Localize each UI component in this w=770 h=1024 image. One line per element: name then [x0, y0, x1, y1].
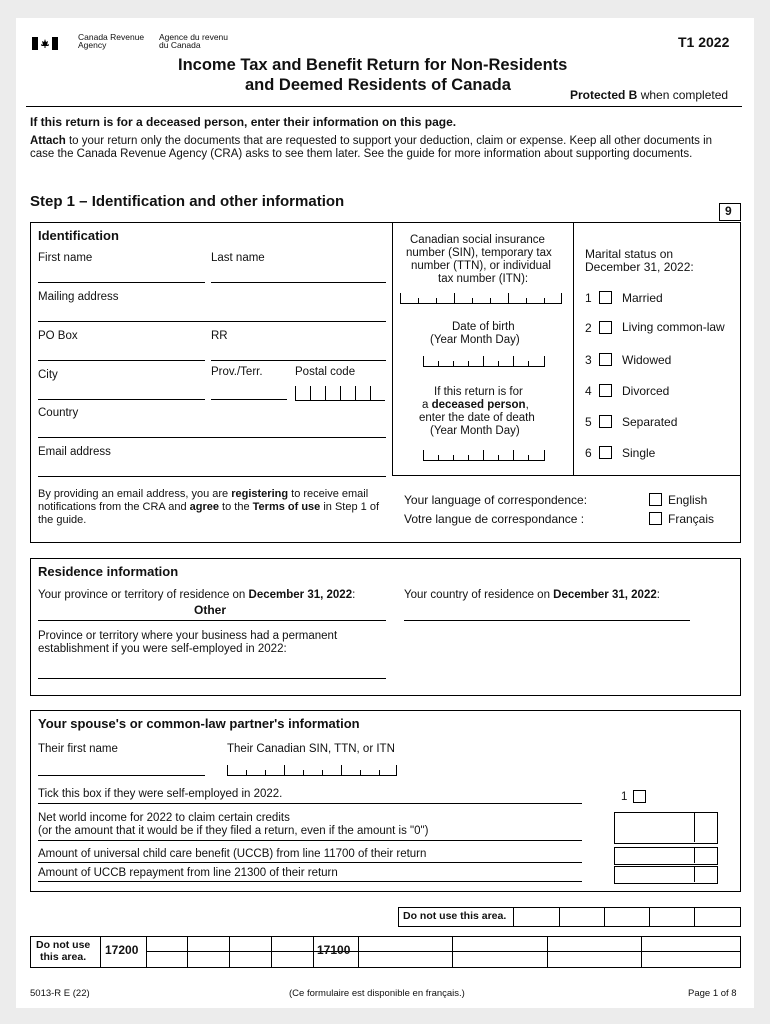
death-label-3: enter the date of death	[419, 412, 535, 424]
marital-label: Living common-law	[622, 320, 725, 334]
email-note-part4: in Step 1 of the guide.	[38, 501, 380, 526]
form-title-line1: Income Tax and Benefit Return for Non-Residents	[178, 56, 568, 74]
country-residence-date: December 31, 2022	[553, 589, 657, 601]
marital-num: 5	[585, 415, 592, 429]
mailing-address-label: Mailing address	[38, 291, 119, 303]
francais-label: Français	[668, 512, 715, 526]
province-label-part2: :	[352, 589, 356, 601]
protected-b-label	[570, 89, 728, 102]
first-name-field[interactable]	[38, 268, 205, 283]
francais-checkbox[interactable]	[649, 512, 662, 525]
marital-label: Divorced	[622, 384, 670, 398]
step1-title: Step 1 – Identification and other information	[30, 193, 345, 210]
marital-checkbox[interactable]	[599, 321, 612, 334]
english-label: English	[668, 493, 708, 507]
email-note-part1: By providing an email address, you are	[38, 488, 232, 500]
email-note-agree: agree	[189, 501, 219, 513]
prov-terr-field[interactable]	[211, 385, 287, 400]
spouse-self-employed-label: Tick this box if they were self-employed in 2022.	[38, 788, 283, 800]
language-label-en: Your language of correspondence:	[404, 493, 588, 507]
province-label-part1: Your province or territory of residence on	[38, 589, 249, 601]
uccb-repay-field[interactable]	[614, 866, 718, 884]
protected-suffix: when completed	[637, 88, 729, 102]
attach-paragraph	[30, 135, 730, 161]
marital-checkbox[interactable]	[599, 291, 612, 304]
language-label-fr: Votre langue de correspondance :	[404, 512, 585, 526]
country-residence-part1: Your country of residence on	[404, 589, 554, 601]
canada-flag-icon	[32, 37, 58, 50]
death-label-2c: ,	[525, 399, 529, 411]
marital-label: Separated	[622, 415, 678, 429]
deceased-note: If this return is for a deceased person, enter their information on this page.	[30, 115, 457, 129]
country-residence-label	[404, 589, 660, 602]
uccb-field[interactable]	[614, 847, 718, 865]
marital-checkbox[interactable]	[599, 353, 612, 366]
date-of-death-field[interactable]	[423, 450, 545, 461]
postal-code-label: Postal code	[295, 366, 356, 378]
uccb-label: Amount of universal child care benefit (UCCB) from line 11700 of their return	[38, 848, 427, 860]
office-code-17200: 17200	[105, 943, 139, 957]
death-label-1: If this return is for	[434, 386, 523, 398]
marital-heading-1: Marital status on	[585, 247, 674, 261]
dob-label-2: (Year Month Day)	[430, 334, 520, 346]
sin-label-2: number (SIN), temporary tax	[406, 247, 552, 259]
marital-checkbox[interactable]	[599, 446, 612, 459]
form-code: T1 2022	[678, 34, 730, 50]
death-label-2a: a	[422, 399, 432, 411]
mailing-address-field[interactable]	[38, 307, 386, 322]
page-number: Page 1 of 8	[688, 988, 737, 999]
province-label-date: December 31, 2022	[248, 589, 353, 601]
office-code-17100: 17100	[317, 943, 351, 957]
marital-checkbox[interactable]	[599, 415, 612, 428]
agency-name-fr-1: Agence du revenu	[159, 32, 228, 42]
first-name-label: First name	[38, 252, 93, 264]
email-field[interactable]	[38, 462, 386, 477]
spouse-sin-label: Their Canadian SIN, TTN, or ITN	[227, 743, 395, 755]
office-use-label-lower-1: Do not use	[36, 939, 91, 951]
po-box-label: PO Box	[38, 330, 78, 342]
email-label: Email address	[38, 446, 111, 458]
sin-field[interactable]	[400, 293, 562, 304]
form-title-line2: and Deemed Residents of Canada	[245, 76, 511, 94]
email-note-part2: to receive email notifications from the CRA and	[38, 488, 369, 513]
sin-label-3: number (TTN), or individual	[411, 260, 551, 272]
country-residence-field[interactable]	[404, 606, 690, 621]
agency-name-en-1: Canada Revenue	[78, 32, 145, 42]
perm-est-field[interactable]	[38, 664, 386, 679]
french-note: (Ce formulaire est disponible en français.)	[289, 988, 465, 999]
net-income-label-1: Net world income for 2022 to claim certain credits	[38, 812, 290, 824]
office-use-label-lower-2: this area.	[40, 951, 87, 963]
province-label	[38, 589, 355, 602]
death-label-deceased: deceased person	[431, 399, 526, 411]
residence-heading: Residence information	[38, 564, 179, 579]
country-label: Country	[38, 407, 79, 419]
form-page	[16, 18, 754, 1008]
attach-bold: Attach	[30, 135, 66, 147]
marital-label: Single	[622, 446, 656, 460]
sin-label-1: Canadian social insurance	[410, 234, 545, 246]
spouse-self-employed-num: 1	[621, 791, 628, 803]
email-note	[38, 488, 388, 527]
email-note-terms[interactable]: Terms of use	[252, 501, 321, 513]
perm-est-label-2: establishment if you were self-employed in 2022:	[38, 643, 287, 655]
marital-num: 2	[585, 321, 592, 335]
province-value[interactable]: Other	[194, 603, 227, 617]
death-label-2	[422, 399, 529, 412]
agency-name-fr-2: du Canada	[159, 40, 201, 50]
city-field[interactable]	[38, 385, 205, 400]
net-income-label-2: (or the amount that it would be if they filed a return, even if the amount is "0")	[38, 825, 429, 837]
rr-field[interactable]	[211, 346, 386, 361]
rr-label: RR	[211, 330, 228, 342]
marital-num: 3	[585, 353, 592, 367]
sin-label-4: tax number (ITN):	[438, 273, 529, 285]
net-income-field[interactable]	[614, 812, 718, 844]
spouse-first-name-field[interactable]	[38, 761, 205, 776]
perm-est-label-1: Province or territory where your business had a permanent	[38, 630, 338, 642]
office-use-label-upper: Do not use this area.	[403, 910, 507, 922]
spouse-sin-field[interactable]	[227, 765, 397, 776]
postal-code-field[interactable]	[295, 386, 385, 401]
marital-label: Married	[622, 291, 663, 305]
country-residence-part2: :	[656, 589, 660, 601]
city-label: City	[38, 369, 58, 381]
marital-num: 4	[585, 384, 592, 398]
marital-num: 1	[585, 291, 592, 305]
english-checkbox[interactable]	[649, 493, 662, 506]
dob-label-1: Date of birth	[452, 321, 515, 333]
marital-label: Widowed	[622, 353, 672, 367]
protected-b: Protected B	[570, 88, 638, 102]
spouse-heading: Your spouse's or common-law partner's information	[38, 716, 360, 731]
attach-text: to your return only the documents that are requested to support your deduction, claim or expense. Keep all other documents in case the Canada Revenue Agency (CRA) asks to see them later. See the guide for more information about supporting documents.	[30, 135, 713, 160]
spouse-first-name-label: Their first name	[38, 743, 118, 755]
last-name-label: Last name	[211, 252, 265, 264]
page-marker: 9	[725, 204, 732, 218]
email-note-registering: registering	[231, 488, 289, 500]
agency-name-en-2: Agency	[78, 40, 107, 50]
country-field[interactable]	[38, 423, 386, 438]
uccb-repay-label: Amount of UCCB repayment from line 21300 of their return	[38, 867, 338, 879]
email-note-part3: to the	[219, 501, 253, 513]
prov-terr-label: Prov./Terr.	[211, 366, 263, 378]
po-box-field[interactable]	[38, 346, 205, 361]
last-name-field[interactable]	[211, 268, 386, 283]
spouse-self-employed-checkbox[interactable]	[633, 790, 646, 803]
death-label-4: (Year Month Day)	[430, 425, 520, 437]
form-id: 5013-R E (22)	[30, 988, 90, 999]
marital-num: 6	[585, 446, 592, 460]
marital-heading-2: December 31, 2022:	[585, 260, 694, 274]
identification-heading: Identification	[38, 228, 119, 243]
dob-field[interactable]	[423, 356, 545, 367]
marital-checkbox[interactable]	[599, 384, 612, 397]
